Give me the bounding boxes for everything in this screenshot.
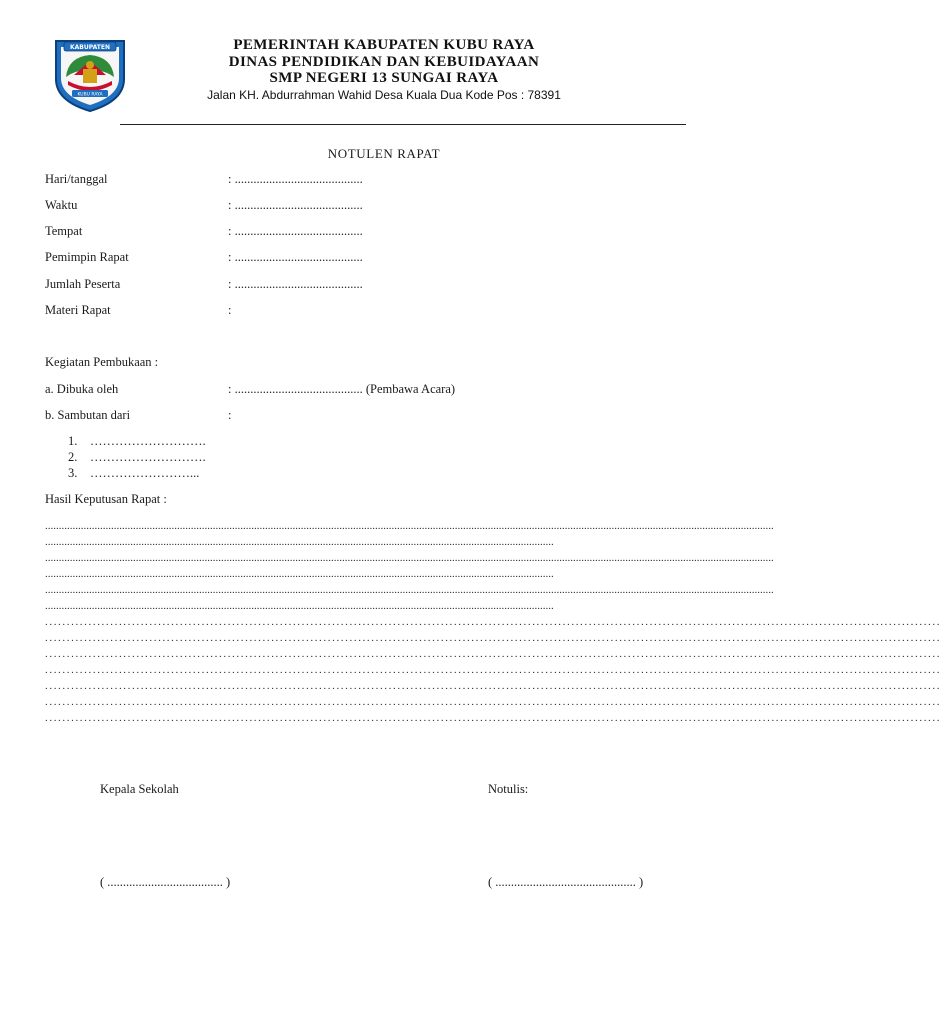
results-heading: Hasil Keputusan Rapat :	[45, 492, 167, 506]
field-label-time: Waktu	[45, 198, 78, 212]
writing-line: .........................................................................................................................................................................................	[45, 536, 554, 548]
writing-line: .........................................................................................................................................................................................................................................................................	[45, 584, 774, 596]
writing-line: ..............................................................................................................................................................................................................	[45, 664, 941, 676]
writing-line: ..............................................................................................................................................................................................................	[45, 632, 941, 644]
field-value-leader: : .........................................	[228, 250, 363, 264]
field-value-topic: :	[228, 303, 232, 317]
writing-line: .........................................................................................................................................................................................	[45, 600, 554, 612]
speech-from-label: b. Sambutan dari	[45, 408, 131, 422]
opened-by-label: a. Dibuka oleh	[45, 382, 119, 396]
field-value-time: : .........................................	[228, 198, 363, 212]
emblem-motto-text: KUBU RAYA	[77, 92, 103, 98]
writing-line: ..............................................................................................................................................................................................................	[45, 680, 941, 692]
field-value-participants: : .........................................	[228, 277, 363, 291]
field-label-leader: Pemimpin Rapat	[45, 250, 129, 264]
writing-line: ..............................................................................................................................................................................................................	[45, 616, 941, 628]
signature-blank-secretary: ( ............................................. )	[488, 875, 644, 889]
writing-line: ..............................................................................................................................................................................................................	[45, 696, 941, 708]
signature-blank-principal: ( ..................................... )	[100, 875, 231, 889]
writing-line: ..............................................................................................................................................................................................................	[45, 648, 941, 660]
opening-heading: Kegiatan Pembukaan :	[45, 355, 159, 369]
list-item-text: ……………………….	[90, 450, 206, 464]
speech-from-value: :	[228, 408, 232, 422]
field-label-date: Hari/tanggal	[45, 172, 108, 186]
list-item-text: ……………………….	[90, 434, 206, 448]
field-value-place: : .........................................	[228, 224, 363, 238]
list-item-number: 1.	[68, 434, 78, 448]
header-divider	[120, 124, 686, 125]
writing-line: .........................................................................................................................................................................................	[45, 568, 554, 580]
page-title: NOTULEN RAPAT	[327, 146, 441, 161]
opened-by-value: : ......................................... (Pembawa Acara)	[228, 382, 456, 396]
header-address: Jalan KH. Abdurrahman Wahid Desa Kuala Dua Kode Pos : 78391	[207, 88, 561, 102]
emblem-banner-text: KABUPATEN	[70, 44, 110, 51]
field-label-place: Tempat	[45, 224, 83, 238]
header-school: SMP NEGERI 13 SUNGAI RAYA	[269, 70, 499, 86]
signature-title-principal: Kepala Sekolah	[100, 782, 179, 796]
writing-line: .........................................................................................................................................................................................................................................................................	[45, 520, 774, 532]
field-label-participants: Jumlah Peserta	[45, 277, 121, 291]
field-value-date: : .........................................	[228, 172, 363, 186]
writing-line: .........................................................................................................................................................................................................................................................................	[45, 552, 774, 564]
list-item-number: 3.	[68, 466, 78, 480]
field-label-topic: Materi Rapat	[45, 303, 111, 317]
signature-title-secretary: Notulis:	[488, 782, 529, 796]
writing-line: ..............................................................................................................................................................................................................	[45, 712, 941, 724]
list-item-number: 2.	[68, 450, 78, 464]
header-department: DINAS PENDIDIKAN DAN KEBUIDAYAAN	[228, 54, 540, 70]
header-government: PEMERINTAH KABUPATEN KUBU RAYA	[233, 37, 535, 53]
list-item-text: ……………………...	[90, 466, 200, 480]
